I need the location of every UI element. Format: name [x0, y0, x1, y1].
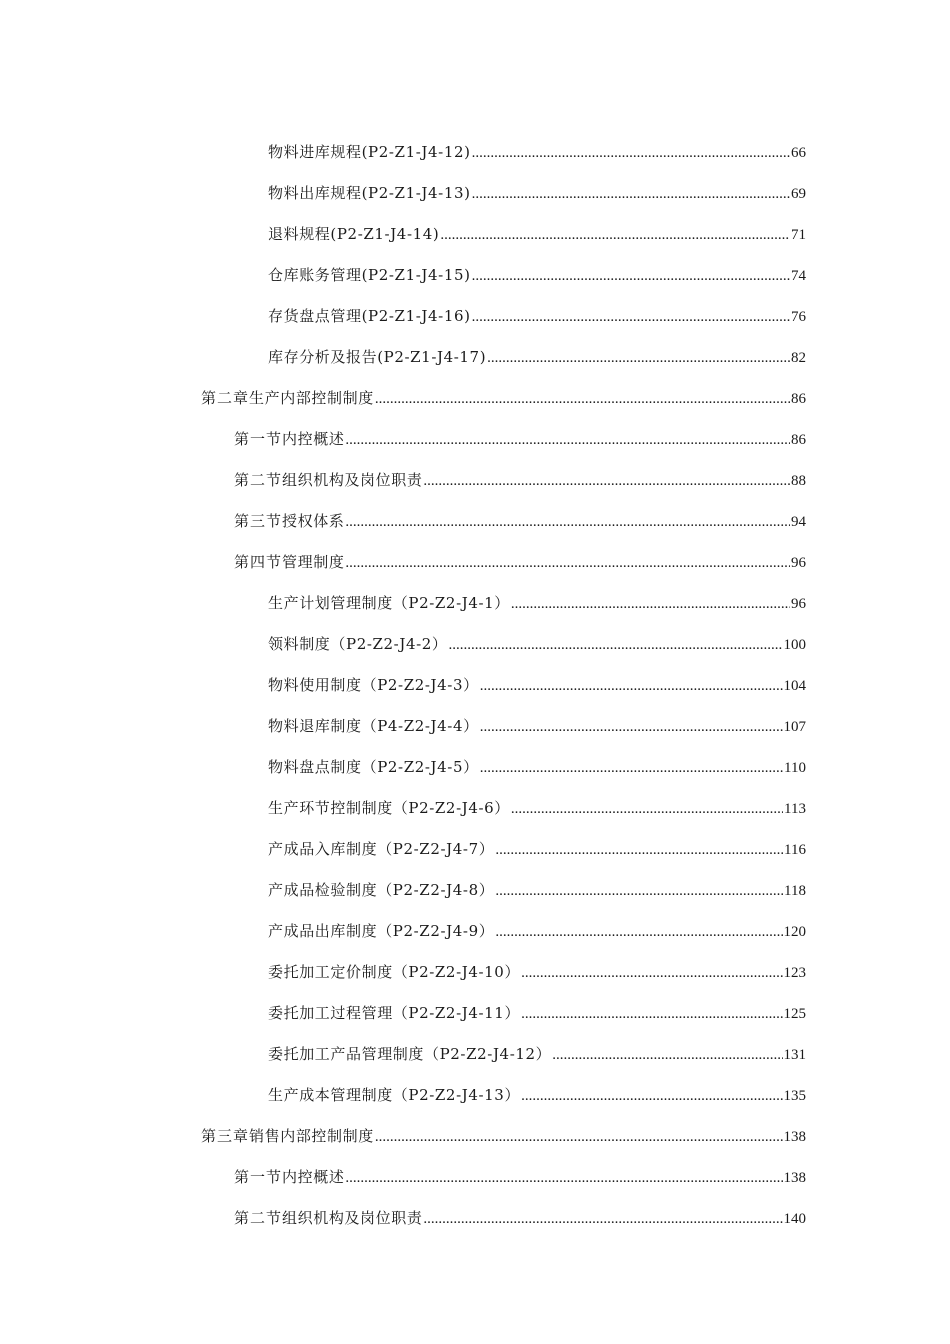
toc-leader-dots: [511, 593, 790, 615]
toc-entry-title: 组织机构及岗位职责: [282, 471, 423, 489]
toc-entry-title: 领料制度（P2-Z2-J4-2）: [268, 635, 448, 653]
toc-entry-title: 生产内部控制制度: [249, 389, 374, 407]
toc-entry-title: 产成品出库制度（P2-Z2-J4-9）: [268, 922, 495, 940]
toc-page-number: 110: [784, 760, 806, 776]
toc-entry-title: 委托加工过程管理（P2-Z2-J4-11）: [268, 1004, 521, 1022]
toc-entry[interactable]: [268, 838, 806, 860]
toc-entry[interactable]: [268, 141, 806, 163]
toc-leader-dots: [440, 224, 790, 246]
toc-entry-title: 物料盘点制度（P2-Z2-J4-5）: [268, 758, 479, 776]
toc-chapter-number: 第三章: [201, 1127, 250, 1145]
toc-entry[interactable]: [268, 1084, 806, 1106]
toc-entry-title: 管理制度: [282, 553, 345, 571]
toc-leader-dots: [345, 511, 790, 533]
toc-leader-dots: [423, 1208, 782, 1230]
toc-entry-title: 生产成本管理制度（P2-Z2-J4-13）: [268, 1086, 521, 1104]
toc-page-number: 120: [783, 924, 806, 940]
toc-leader-dots: [480, 757, 783, 779]
toc-entry[interactable]: [268, 592, 806, 614]
toc-entry-title: 销售内部控制制度: [249, 1127, 374, 1145]
toc-entry[interactable]: [268, 961, 806, 983]
toc-leader-dots: [495, 921, 782, 943]
toc-chapter-entry[interactable]: [201, 387, 806, 409]
toc-leader-dots: [375, 1126, 783, 1148]
toc-page-number: 118: [784, 883, 806, 899]
toc-entry[interactable]: [268, 223, 806, 245]
toc-section-number: 第四节: [234, 553, 283, 571]
toc-section-entry[interactable]: [234, 1166, 806, 1188]
toc-entry[interactable]: [268, 1043, 806, 1065]
toc-leader-dots: [472, 306, 790, 328]
toc-leader-dots: [480, 716, 783, 738]
toc-leader-dots: [495, 880, 783, 902]
toc-entry[interactable]: [268, 920, 806, 942]
toc-entry[interactable]: [268, 674, 806, 696]
toc-entry-title: 库存分析及报告(P2-Z1-J4-17): [268, 348, 487, 366]
toc-entry[interactable]: [268, 879, 806, 901]
toc-section-number: 第一节: [234, 1168, 283, 1186]
toc-leader-dots: [511, 798, 783, 820]
toc-page-number: 138: [783, 1170, 806, 1186]
toc-page-number: 116: [784, 842, 806, 858]
toc-entry[interactable]: [268, 715, 806, 737]
toc-entry-title: 内控概述: [282, 430, 345, 448]
toc-section-number: 第二节: [234, 471, 283, 489]
toc-leader-dots: [345, 429, 790, 451]
toc-page-number: 96: [791, 596, 806, 612]
toc-section-number: 第三节: [234, 512, 283, 530]
toc-section-entry[interactable]: [234, 551, 806, 573]
toc-entry[interactable]: [268, 346, 806, 368]
toc-leader-dots: [423, 470, 790, 492]
toc-entry[interactable]: [268, 305, 806, 327]
toc-page-number: 138: [783, 1129, 806, 1145]
toc-entry[interactable]: [268, 264, 806, 286]
toc-page-number: 82: [791, 350, 806, 366]
toc-page-number: 125: [783, 1006, 806, 1022]
toc-page-number: 88: [791, 473, 806, 489]
toc-leader-dots: [521, 962, 782, 984]
toc-leader-dots: [552, 1044, 782, 1066]
toc-page-number: 140: [783, 1211, 806, 1227]
toc-entry-title: 内控概述: [282, 1168, 345, 1186]
toc-leader-dots: [345, 1167, 782, 1189]
toc-entry-title: 仓库账务管理(P2-Z1-J4-15): [268, 266, 471, 284]
toc-page-number: 113: [784, 801, 806, 817]
toc-page-number: 69: [791, 186, 806, 202]
toc-section-entry[interactable]: [234, 510, 806, 532]
toc-page-number: 96: [791, 555, 806, 571]
toc-page-number: 131: [783, 1047, 806, 1063]
toc-entry-title: 物料出库规程(P2-Z1-J4-13): [268, 184, 471, 202]
toc-chapter-number: 第二章: [201, 389, 250, 407]
toc-section-number: 第二节: [234, 1209, 283, 1227]
toc-leader-dots: [472, 183, 790, 205]
toc-section-entry[interactable]: [234, 469, 806, 491]
toc-chapter-entry[interactable]: [201, 1125, 806, 1147]
toc-entry-title: 物料进库规程(P2-Z1-J4-12): [268, 143, 471, 161]
toc-page-number: 86: [791, 391, 806, 407]
toc-entry-title: 产成品入库制度（P2-Z2-J4-7）: [268, 840, 495, 858]
toc-entry-title: 产成品检验制度（P2-Z2-J4-8）: [268, 881, 495, 899]
toc-entry-title: 存货盘点管理(P2-Z1-J4-16): [268, 307, 471, 325]
toc-entry[interactable]: [268, 797, 806, 819]
toc-entry[interactable]: [268, 633, 806, 655]
toc-entry-title: 生产计划管理制度（P2-Z2-J4-1）: [268, 594, 510, 612]
toc-entry[interactable]: [268, 1002, 806, 1024]
toc-section-entry[interactable]: [234, 1207, 806, 1229]
toc-entry-title: 授权体系: [282, 512, 345, 530]
toc-page-number: 104: [783, 678, 806, 694]
toc-section-number: 第一节: [234, 430, 283, 448]
toc-page-number: 76: [791, 309, 806, 325]
toc-entry[interactable]: [268, 182, 806, 204]
toc-leader-dots: [472, 142, 790, 164]
toc-entry-title: 委托加工产品管理制度（P2-Z2-J4-12）: [268, 1045, 552, 1063]
toc-leader-dots: [449, 634, 783, 656]
toc-page-number: 66: [791, 145, 806, 161]
toc-leader-dots: [521, 1085, 782, 1107]
toc-entry-title: 退料规程(P2-Z1-J4-14): [268, 225, 440, 243]
toc-leader-dots: [495, 839, 783, 861]
toc-page-number: 94: [791, 514, 806, 530]
toc-leader-dots: [521, 1003, 782, 1025]
toc-leader-dots: [472, 265, 790, 287]
toc-entry-title: 生产环节控制制度（P2-Z2-J4-6）: [268, 799, 510, 817]
toc-page-number: 100: [783, 637, 806, 653]
toc-leader-dots: [375, 388, 790, 410]
toc-page-number: 107: [783, 719, 806, 735]
toc-entry[interactable]: [268, 756, 806, 778]
toc-entry-title: 物料使用制度（P2-Z2-J4-3）: [268, 676, 479, 694]
toc-entry-title: 物料退库制度（P4-Z2-J4-4）: [268, 717, 479, 735]
toc-entry-title: 组织机构及岗位职责: [282, 1209, 423, 1227]
toc-leader-dots: [480, 675, 783, 697]
toc-page-number: 71: [791, 227, 806, 243]
toc-page-number: 123: [783, 965, 806, 981]
toc-section-entry[interactable]: [234, 428, 806, 450]
toc-page-number: 86: [791, 432, 806, 448]
toc-leader-dots: [345, 552, 790, 574]
toc-page-number: 135: [783, 1088, 806, 1104]
toc-page-number: 74: [791, 268, 806, 284]
toc-leader-dots: [487, 347, 790, 369]
toc-entry-title: 委托加工定价制度（P2-Z2-J4-10）: [268, 963, 521, 981]
